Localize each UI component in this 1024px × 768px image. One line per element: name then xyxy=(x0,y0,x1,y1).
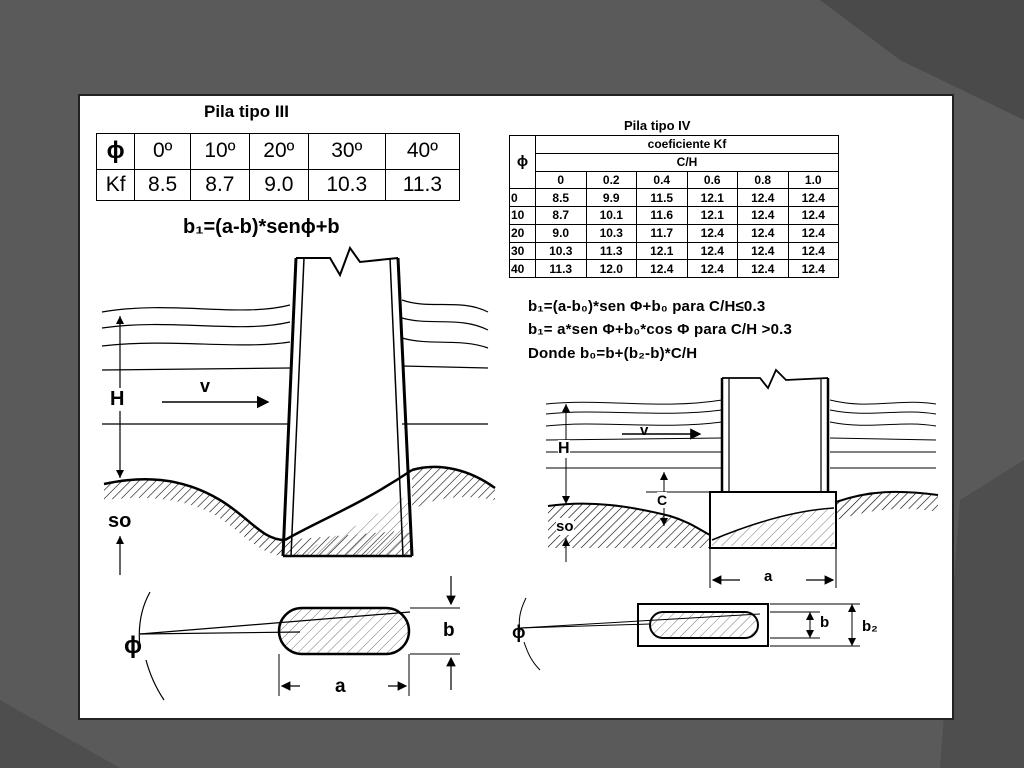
kf-cell: 8.7 xyxy=(536,207,587,225)
phi-value: 40 xyxy=(510,260,536,278)
scour-so-label: so xyxy=(556,518,574,535)
kf-cell: 9.9 xyxy=(586,189,637,207)
phi-value: 20 xyxy=(510,224,536,242)
skew-angle-label: ϕ xyxy=(512,622,526,642)
angle-cell: 30º xyxy=(308,134,385,170)
kf-cell: 11.5 xyxy=(637,189,688,207)
kf-cell: 10.1 xyxy=(586,207,637,225)
kf-cell: 12.4 xyxy=(687,242,738,260)
kf-cell: 8.5 xyxy=(135,169,191,200)
ch-value: 0 xyxy=(536,171,587,189)
kf-cell: 12.4 xyxy=(738,207,789,225)
kf-cell: 12.4 xyxy=(738,189,789,207)
footing-c-label: C xyxy=(657,492,668,508)
kf-cell: 8.5 xyxy=(536,189,587,207)
pier-iii-elevation xyxy=(102,248,495,575)
kf-cell: 12.4 xyxy=(687,260,738,278)
footing-b2-label: b₂ xyxy=(862,618,878,635)
skew-angle-label: ϕ xyxy=(124,632,142,659)
kf-cell: 10.3 xyxy=(586,224,637,242)
kf-cell: 9.0 xyxy=(536,224,587,242)
kf-cell: 12.1 xyxy=(687,189,738,207)
phi-value: 0 xyxy=(510,189,536,207)
kf-cell: 12.4 xyxy=(788,242,839,260)
ch-value: 0.2 xyxy=(586,171,637,189)
kf-cell: 11.3 xyxy=(586,242,637,260)
pila-iv-formula-1: b₁=(a-b₀)*sen Φ+b₀ para C/H≤0.3 xyxy=(528,298,766,315)
kf-cell: 12.4 xyxy=(687,224,738,242)
kf-cell: 11.6 xyxy=(637,207,688,225)
water-lines xyxy=(102,300,488,424)
kf-cell: 8.7 xyxy=(190,169,249,200)
kf-cell: 9.0 xyxy=(249,169,308,200)
ch-header: C/H xyxy=(536,153,839,171)
pier-iv-plan xyxy=(519,598,860,670)
kf-header: Kf xyxy=(97,169,135,200)
kf-cell: 11.3 xyxy=(385,169,459,200)
phi-header: ϕ xyxy=(510,136,536,189)
phi-value: 30 xyxy=(510,242,536,260)
kf-cell: 12.4 xyxy=(637,260,688,278)
kf-cell: 12.4 xyxy=(788,207,839,225)
kf-cell: 12.4 xyxy=(738,242,789,260)
kf-cell: 10.3 xyxy=(536,242,587,260)
pier-iii-plan xyxy=(139,576,460,700)
width-b-label: b xyxy=(820,614,830,631)
scour-so-label: so xyxy=(108,510,132,532)
kf-cell: 12.4 xyxy=(788,260,839,278)
phi-value: 10 xyxy=(510,207,536,225)
kf-cell: 12.4 xyxy=(738,224,789,242)
angle-cell: 40º xyxy=(385,134,459,170)
kf-cell: 12.4 xyxy=(788,189,839,207)
velocity-label: v xyxy=(200,376,211,396)
coef-header: coeficiente Kf xyxy=(536,136,839,154)
angle-cell: 20º xyxy=(249,134,308,170)
ch-value: 0.8 xyxy=(738,171,789,189)
pila-iv-formula-2: b₁= a*sen Φ+b₀*cos Φ para C/H >0.3 xyxy=(528,321,793,338)
ch-value: 1.0 xyxy=(788,171,839,189)
ch-value: 0.4 xyxy=(637,171,688,189)
ch-value: 0.6 xyxy=(687,171,738,189)
pila-iv-title: Pila tipo IV xyxy=(624,118,691,133)
kf-cell: 11.7 xyxy=(637,224,688,242)
kf-cell: 12.4 xyxy=(738,260,789,278)
velocity-label: v xyxy=(640,422,649,439)
phi-header: ϕ xyxy=(97,134,135,170)
angle-cell: 10º xyxy=(190,134,249,170)
pier-iv-elevation xyxy=(546,370,938,588)
pila-iv-formula-3: Donde b₀=b+(b₂-b)*C/H xyxy=(528,345,698,362)
pier-column xyxy=(722,370,828,492)
width-b-label: b xyxy=(443,620,455,641)
kf-cell: 12.4 xyxy=(788,224,839,242)
angle-cell: 0º xyxy=(135,134,191,170)
pila-iii-formula: b₁=(a-b)*senϕ+b xyxy=(183,216,340,238)
water-lines xyxy=(546,400,936,468)
kf-cell: 11.3 xyxy=(536,260,587,278)
depth-h-label: H xyxy=(558,440,570,457)
kf-cell: 12.1 xyxy=(637,242,688,260)
depth-h-label: H xyxy=(110,388,125,410)
kf-cell: 12.1 xyxy=(687,207,738,225)
footing-a-label: a xyxy=(764,568,773,585)
length-a-label: a xyxy=(335,676,346,697)
kf-cell: 12.0 xyxy=(586,260,637,278)
kf-cell: 10.3 xyxy=(308,169,385,200)
pila-iii-title: Pila tipo III xyxy=(204,102,290,121)
